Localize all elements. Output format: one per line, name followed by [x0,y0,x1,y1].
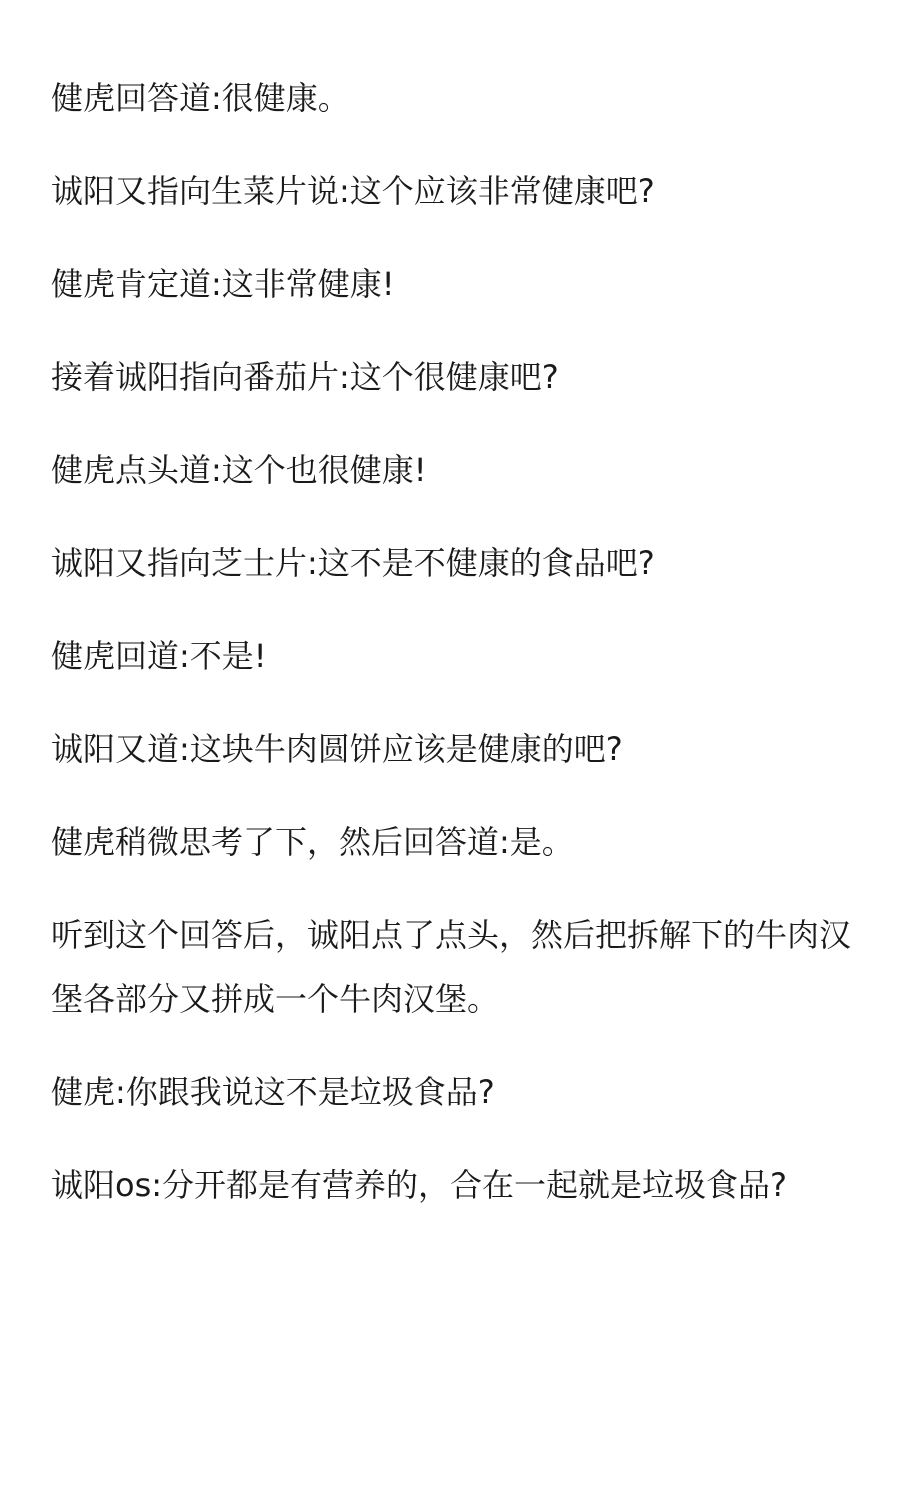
paragraph: 诚阳又道:这块牛肉圆饼应该是健康的吧? [51,730,623,768]
paragraph: 健虎:你跟我说这不是垃圾食品? [51,1073,495,1111]
paragraph: 健虎回答道:很健康。 [51,79,350,117]
paragraph: 诚阳os:分开都是有营养的，合在一起就是垃圾食品? [51,1166,788,1204]
article-body [51,66,851,1246]
paragraph: 健虎回道:不是! [51,637,267,675]
paragraph: 健虎稍微思考了下，然后回答道:是。 [51,823,574,861]
paragraph: 接着诚阳指向番茄片:这个很健康吧? [51,358,559,396]
paragraph: 诚阳又指向生菜片说:这个应该非常健康吧? [51,172,655,210]
paragraph: 健虎肯定道:这非常健康! [51,265,395,303]
paragraph: 诚阳又指向芝士片:这不是不健康的食品吧? [51,544,655,582]
paragraph: 听到这个回答后，诚阳点了点头，然后把拆解下的牛肉汉堡各部分又拼成一个牛肉汉堡。 [51,916,852,1018]
paragraph: 健虎点头道:这个也很健康! [51,451,427,489]
